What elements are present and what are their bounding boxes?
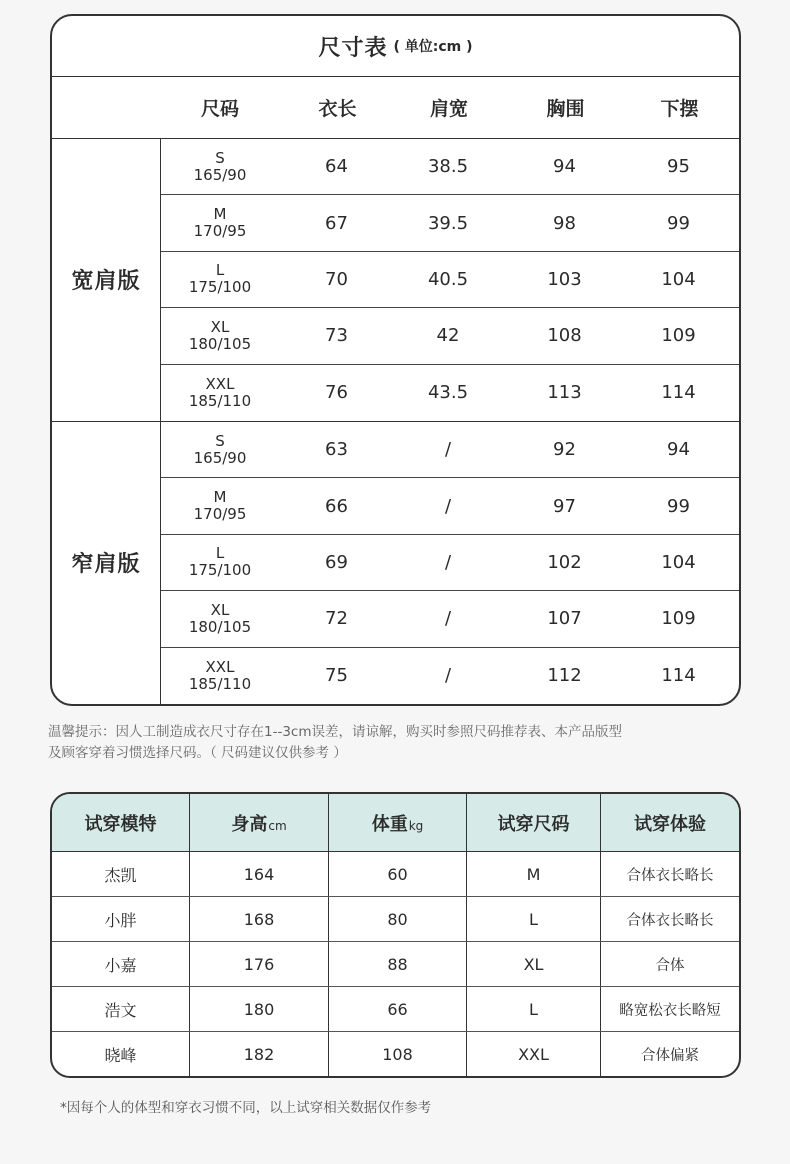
- size-cell: [161, 659, 279, 693]
- table-row: [161, 648, 739, 704]
- chest-cell: 102: [547, 551, 582, 573]
- model-experience: 合体衣长略长: [626, 867, 714, 884]
- table-row: [52, 852, 739, 897]
- size-table-unit: ( 单位:cm ): [393, 39, 473, 55]
- size-group-label: 宽肩版: [52, 139, 161, 421]
- hem-cell: 95: [667, 156, 690, 178]
- table-row: [52, 897, 739, 942]
- chest-cell: 97: [553, 495, 576, 517]
- table-row: [161, 195, 739, 251]
- page: [22, 0, 768, 1160]
- model-height: 182: [190, 1032, 329, 1077]
- size-group-label: 窄肩版: [52, 422, 161, 704]
- length-cell: 67: [325, 212, 348, 234]
- hem-cell: 109: [661, 325, 696, 347]
- chest-cell: 112: [547, 665, 582, 687]
- shoulder-cell: 39.5: [427, 212, 469, 234]
- size-cell: [161, 376, 279, 410]
- model-size: XXL: [467, 1032, 601, 1077]
- length-cell: 72: [325, 608, 348, 630]
- header-hem: 下摆: [660, 98, 699, 120]
- hem-cell: 99: [667, 212, 690, 234]
- size-cell: [161, 433, 279, 467]
- shoulder-cell: /: [444, 551, 452, 573]
- size-code: L: [215, 261, 225, 280]
- chest-cell: 98: [553, 212, 576, 234]
- hem-cell: 99: [667, 495, 690, 517]
- fit-header-weight: 体重 kg: [329, 794, 467, 851]
- size-spec: 165/90: [193, 165, 247, 184]
- length-cell: 66: [325, 495, 348, 517]
- size-spec: 180/105: [188, 617, 252, 636]
- size-code: S: [215, 431, 225, 450]
- shoulder-cell: /: [444, 665, 452, 687]
- size-cell: [161, 319, 279, 353]
- length-cell: 73: [325, 325, 348, 347]
- size-code: XXL: [205, 374, 235, 393]
- model-weight: 88: [329, 942, 467, 986]
- shoulder-cell: /: [444, 608, 452, 630]
- size-note: [48, 722, 748, 764]
- size-code: L: [215, 544, 225, 563]
- size-table-title-text: 尺寸表: [318, 35, 388, 61]
- size-code: M: [213, 205, 227, 224]
- length-cell: 70: [325, 268, 348, 290]
- shoulder-cell: 43.5: [427, 382, 469, 404]
- size-cell: [161, 602, 279, 636]
- length-cell: 75: [325, 665, 348, 687]
- shoulder-cell: 42: [436, 325, 460, 347]
- fit-header-experience: 试穿体验: [634, 813, 706, 835]
- size-code: XL: [210, 600, 230, 619]
- header-size: 尺码: [200, 98, 239, 120]
- shoulder-cell: /: [444, 439, 452, 461]
- fitting-table: [50, 792, 741, 1078]
- size-spec: 180/105: [188, 334, 252, 353]
- shoulder-cell: 40.5: [427, 268, 469, 290]
- size-note-line1: 温馨提示：因人工制造成衣尺寸存在1--3cm误差，请谅解，购买时参照尺码推荐表、本产品版型: [48, 724, 622, 740]
- size-code: S: [215, 148, 225, 167]
- size-table: [50, 14, 741, 706]
- size-spec: 170/95: [193, 505, 247, 524]
- model-weight: 66: [329, 987, 467, 1031]
- model-experience: 合体偏紧: [641, 1048, 699, 1064]
- size-spec: 165/90: [193, 448, 247, 467]
- header-chest: 胸围: [546, 98, 585, 120]
- model-size: XL: [467, 942, 601, 986]
- model-experience: 合体衣长略长: [626, 912, 714, 929]
- size-spec: 170/95: [193, 222, 247, 241]
- hem-cell: 114: [661, 665, 696, 687]
- length-cell: 63: [325, 439, 348, 461]
- fitting-foot-note: *因每个人的体型和穿衣习惯不同，以上试穿相关数据仅作参考: [60, 1100, 432, 1116]
- size-group: [52, 139, 739, 422]
- hem-cell: 104: [661, 268, 696, 290]
- size-group-rows: [161, 422, 739, 704]
- size-spec: 185/110: [188, 674, 252, 693]
- size-group-rows: [161, 139, 739, 421]
- table-row: [52, 1032, 739, 1077]
- model-name: 小胖: [52, 897, 190, 941]
- hem-cell: 104: [661, 551, 696, 573]
- model-name: 小嘉: [52, 942, 190, 986]
- table-row: [161, 252, 739, 308]
- size-cell: [161, 545, 279, 579]
- size-group: [52, 422, 739, 704]
- table-row: [161, 591, 739, 647]
- chest-cell: 108: [547, 325, 582, 347]
- length-cell: 69: [325, 551, 348, 573]
- table-row: [161, 365, 739, 421]
- model-name: 杰凯: [52, 852, 190, 896]
- hem-cell: 109: [661, 608, 696, 630]
- model-experience: 略宽松衣长略短: [619, 1002, 721, 1019]
- model-name: 浩文: [52, 987, 190, 1031]
- fitting-table-header: [52, 794, 739, 852]
- shoulder-cell: /: [444, 495, 452, 517]
- chest-cell: 94: [553, 156, 576, 178]
- size-spec: 185/110: [188, 391, 252, 410]
- model-weight: 108: [329, 1032, 467, 1077]
- fit-header-model: 试穿模特: [52, 794, 190, 851]
- table-row: [161, 139, 739, 195]
- table-row: [52, 987, 739, 1032]
- table-row: [161, 308, 739, 364]
- size-cell: [161, 206, 279, 240]
- table-row: [52, 942, 739, 987]
- hem-cell: 94: [667, 439, 690, 461]
- size-table-header-row: [52, 77, 739, 139]
- model-height: 176: [190, 942, 329, 986]
- size-spec: 175/100: [188, 561, 252, 580]
- size-note-line2: 及顾客穿着习惯选择尺码。（ 尺码建议仅供参考 ）: [48, 745, 347, 761]
- shoulder-cell: 38.5: [427, 156, 469, 178]
- size-spec: 175/100: [188, 278, 252, 297]
- length-cell: 64: [325, 156, 348, 178]
- chest-cell: 107: [547, 608, 582, 630]
- model-weight: 80: [329, 897, 467, 941]
- model-size: M: [467, 852, 601, 896]
- table-row: [161, 535, 739, 591]
- table-row: [161, 478, 739, 534]
- size-code: XL: [210, 317, 230, 336]
- size-cell: [161, 262, 279, 296]
- fit-header-height: 身高 cm: [190, 794, 329, 851]
- model-size: L: [467, 987, 601, 1031]
- header-shoulder: 肩宽: [429, 98, 468, 120]
- table-row: [161, 422, 739, 478]
- model-experience: 合体: [655, 957, 685, 974]
- model-height: 164: [190, 852, 329, 896]
- size-cell: [161, 150, 279, 184]
- size-code: XXL: [205, 657, 235, 676]
- chest-cell: 103: [547, 268, 582, 290]
- size-code: M: [213, 488, 227, 507]
- length-cell: 76: [325, 382, 348, 404]
- fit-header-size: 试穿尺码: [467, 794, 601, 851]
- chest-cell: 92: [553, 439, 576, 461]
- size-cell: [161, 489, 279, 523]
- hem-cell: 114: [661, 382, 696, 404]
- model-size: L: [467, 897, 601, 941]
- model-weight: 60: [329, 852, 467, 896]
- model-name: 晓峰: [52, 1032, 190, 1077]
- header-length: 衣长: [318, 98, 357, 120]
- model-height: 168: [190, 897, 329, 941]
- chest-cell: 113: [547, 382, 582, 404]
- size-table-title: [52, 16, 739, 77]
- model-height: 180: [190, 987, 329, 1031]
